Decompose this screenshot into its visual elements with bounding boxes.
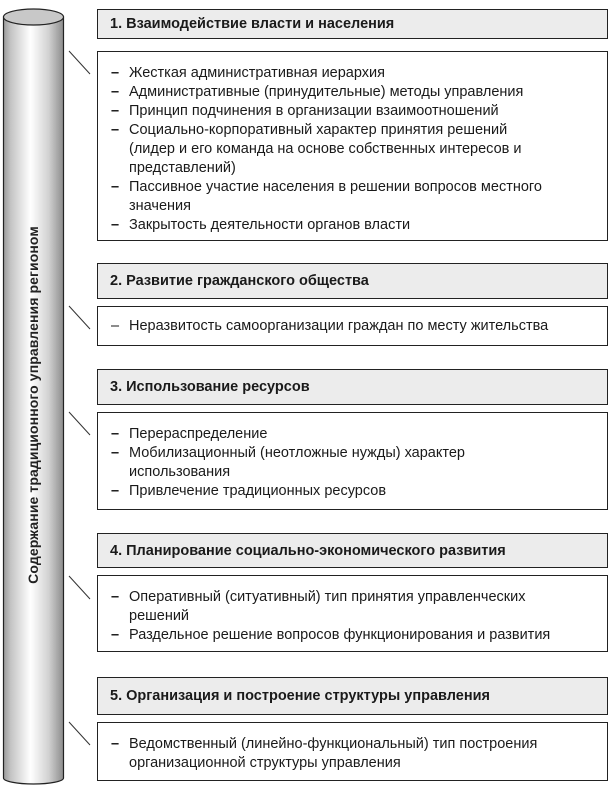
section-3-body bbox=[97, 412, 608, 510]
list-item-text: Мобилизационный (неотложные нужды) характер использования bbox=[129, 445, 465, 480]
section-5-header bbox=[97, 677, 608, 715]
section-5-title: 5. Организация и построение структуры управления bbox=[110, 688, 490, 704]
section-1-body bbox=[97, 51, 608, 241]
list-item-text: Перераспределение bbox=[129, 426, 268, 442]
section-4-header bbox=[97, 533, 608, 568]
bullet-dash: – bbox=[111, 483, 120, 499]
section-2-body bbox=[97, 306, 608, 346]
list-item-text: Пассивное участие населения в решении вопросов местного значения bbox=[129, 179, 542, 214]
bullet-dash: – bbox=[111, 84, 120, 100]
list-item bbox=[111, 64, 597, 83]
connector-line-4 bbox=[69, 576, 90, 599]
section-2-title: 2. Развитие гражданского общества bbox=[110, 273, 369, 289]
list-item-text: Административные (принудительные) методы управления bbox=[129, 84, 524, 100]
list-item bbox=[111, 482, 597, 501]
list-item bbox=[111, 626, 597, 645]
connector-line-3 bbox=[69, 412, 90, 435]
list-item bbox=[111, 83, 597, 102]
bullet-dash: – bbox=[111, 103, 120, 119]
connector-line-5 bbox=[69, 722, 90, 745]
bullet-dash: – bbox=[111, 736, 120, 752]
pillar-label: Содержание традиционного управления регионом bbox=[25, 226, 41, 584]
list-item bbox=[111, 216, 597, 235]
list-item-text: Неразвитость самоорганизации граждан по месту жительства bbox=[129, 318, 549, 334]
section-5-body bbox=[97, 722, 608, 781]
list-item bbox=[111, 121, 597, 178]
list-item bbox=[111, 102, 597, 121]
connector-line-1 bbox=[69, 51, 90, 74]
bullet-dash: – bbox=[111, 122, 120, 138]
section-4-body bbox=[97, 575, 608, 652]
list-item bbox=[111, 444, 597, 482]
bullet-dash: – bbox=[111, 589, 120, 605]
bullet-dash: – bbox=[111, 217, 120, 233]
list-item-text: Привлечение традиционных ресурсов bbox=[129, 483, 387, 499]
list-item-text: Ведомственный (линейно-функциональный) тип построения организационной структуры управления bbox=[129, 736, 538, 771]
section-2-header bbox=[97, 263, 608, 299]
list-item-text: Раздельное решение вопросов функционирования и развития bbox=[129, 627, 551, 643]
bullet-dash: – bbox=[111, 445, 120, 461]
list-item bbox=[111, 425, 597, 444]
list-item bbox=[111, 588, 597, 626]
list-item-text: Закрытость деятельности органов власти bbox=[129, 217, 411, 233]
list-item-text: Социально-корпоративный характер принятия решений (лидер и его команда на основе собственных интересов и представлений) bbox=[129, 122, 522, 176]
bullet-dash: – bbox=[111, 627, 120, 643]
bullet-dash: – bbox=[111, 179, 120, 195]
section-1-header bbox=[97, 9, 608, 39]
section-3-title: 3. Использование ресурсов bbox=[110, 379, 310, 395]
bullet-dash: – bbox=[111, 65, 120, 81]
list-item bbox=[111, 178, 597, 216]
section-3-header bbox=[97, 369, 608, 405]
connector-line-2 bbox=[69, 306, 90, 329]
bullet-dash: – bbox=[111, 426, 120, 442]
section-1-title: 1. Взаимодействие власти и населения bbox=[110, 16, 395, 32]
bullet-dash: – bbox=[111, 318, 120, 334]
list-item bbox=[111, 735, 597, 773]
list-item-text: Оперативный (ситуативный) тип принятия управленческих решений bbox=[129, 589, 526, 624]
list-item-text: Жесткая административная иерархия bbox=[129, 65, 385, 81]
list-item-text: Принцип подчинения в организации взаимоотношений bbox=[129, 103, 499, 119]
section-4-title: 4. Планирование социально-экономического развития bbox=[110, 542, 506, 559]
list-item bbox=[111, 317, 597, 336]
